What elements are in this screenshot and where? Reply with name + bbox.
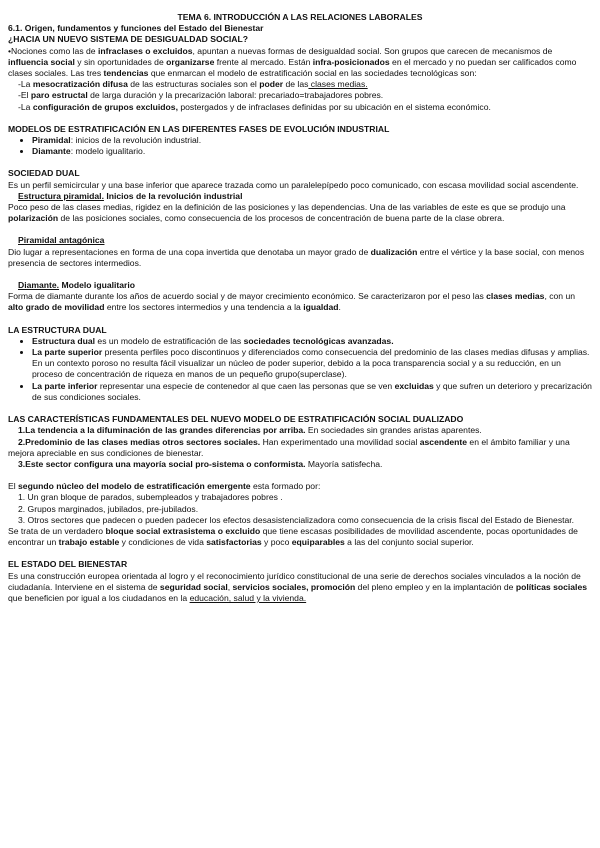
- intro-paragraph: •Nociones como las de infraclases o excluidos, apuntan a nuevas formas de desigualdad social. Son grupos que carecen de mecanismos de influencia social y sin oportunidades de organizarse frente al mercado. Están infra-posicionados en el mercado y no puedan ser calificados como clases sociales. Las tres tendencias que enmarcan el modelo de estratificación social en las sociedades tecnológicas son:: [8, 45, 577, 79]
- nucleo-paragraph: Se trata de un verdadero bloque social extrasistema o excluido que tiene escasas posibilidades de movilidad ascendente, pocas oportunidades de encontrar un trabajo estable y condiciones de vida satisfactorias y poco equiparables a las del conjunto social superior.: [8, 525, 578, 548]
- antagonica-text: Dio lugar a representaciones en forma de una copa invertida que denotaba un mayor grado de dualización entre el vértice y la base social, con menos presencia de sectores intermedios.: [8, 246, 585, 268]
- nucleo-item: 3. Otros sectores que padecen o pueden padecer los efectos desasistencializadora como consecuencia de la crisis fiscal del Estado de Bienestar.: [18, 514, 575, 525]
- list-item: • La parte inferior representar una especie de contenedor al que caen las personas que se ven excluidas y que sufren un deterioro y precarización de sus condiciones sociales.: [32, 381, 592, 403]
- tendencia-item: -La configuración de grupos excluidos, postergados y de infraclases definidas por su ubicación en el sistema económico.: [18, 101, 491, 112]
- sociedad-dual-text: Es un perfil semicircular y una base inferior que aparece trazada como un paralelepípedo poco comunicado, con escasa movilidad social ascendente.: [8, 179, 579, 190]
- estructura-list: [8, 336, 592, 403]
- tendencia-item: -El paro estructal de larga duración y la precarización laboral: precariado=trabajadores pobres.: [18, 90, 384, 101]
- list-item: • Estructura dual es un modelo de estratificación de las sociedades tecnológicas avanzadas.: [32, 336, 592, 347]
- piramidal-text: Poco peso de las clases medias, rigidez en la definición de las posiciones y las dependencias. Una de las variables de este es que se produjo una polarización de las posiciones sociales, como consecuencia de los procesos de concentración de buena parte de la clase obrera.: [8, 202, 566, 224]
- modelos-heading: MODELOS DE ESTRATIFICACIÓN EN LAS DIFERENTES FASES DE EVOLUCIÓN INDUSTRIAL: [8, 123, 390, 134]
- antagonica-subheading: Piramidal antagónica: [18, 235, 105, 246]
- caracteristica-item: 1.La tendencia a la difuminación de las grandes diferencias por arriba. En sociedades sin grandes aristas aparentes.: [18, 425, 482, 436]
- diamante-text: Forma de diamante durante los años de acuerdo social y de mayor crecimiento económico. Se caracterizaron por el peso las clases medias, con un alto grado de movilidad entre los sectores intermedios y una tendencia a la igualdad.: [8, 291, 576, 313]
- section-heading: 6.1. Origen, fundamentos y funciones del Estado del Bienestar: [8, 23, 264, 34]
- tendencia-item: -La mesocratización difusa de las estructuras sociales son el poder de las clases medias.: [18, 79, 368, 90]
- page-title: TEMA 6. INTRODUCCIÓN A LAS RELACIONES LABORALES: [177, 12, 423, 22]
- caracteristicas-heading: LAS CARACTERÍSTICAS FUNDAMENTALES DEL NUEVO MODELO DE ESTRATIFICACIÓN SOCIAL DUALIZADO: [8, 414, 464, 425]
- caracteristica-item: 2.Predominio de las clases medias otros sectores sociales. Han experimentado una movilidad social ascendente en el ámbito familiar y una mejora apreciable en sus condiciones de bienestar.: [8, 436, 570, 458]
- caracteristica-item: 3.Este sector configura una mayoría social pro-sistema o conformista. Mayoría satisfecha.: [18, 458, 383, 469]
- sociedad-dual-heading: SOCIEDAD DUAL: [8, 168, 80, 179]
- document-page: [8, 0, 592, 604]
- nucleo-item: 2. Grupos marginados, jubilados, pre-jubilados.: [18, 503, 199, 514]
- diamante-subheading: Diamante. Modelo igualitario: [18, 280, 135, 291]
- estructura-dual-heading: LA ESTRUCTURA DUAL: [8, 324, 107, 335]
- nucleo-intro: El segundo núcleo del modelo de estratificación emergente esta formado por:: [8, 481, 321, 492]
- nucleo-item: 1. Un gran bloque de parados, subempleados y trabajadores pobres .: [18, 492, 283, 503]
- estado-heading: EL ESTADO DEL BIENESTAR: [8, 559, 128, 570]
- list-item: • La parte superior presenta perfiles poco discontinuos y diferenciados como consecuencia del predominio de las clases medias difusas y amplias. En un contexto poroso no resulta fácil visualizar un núcleo de poder superior, debido a la poca transparencia social y a su reducción, en un proceso de concentración de riqueza en manos de un pequeño grupo(superclase).: [32, 347, 592, 381]
- question-heading: ¿HACIA UN NUEVO SISTEMA DE DESIGUALDAD SOCIAL?: [8, 34, 248, 45]
- piramidal-subheading: Estructura piramidal. Inicios de la revolución industrial: [18, 190, 243, 201]
- list-item: • Diamante: modelo igualitario.: [32, 146, 592, 157]
- modelos-list: [8, 135, 592, 157]
- list-item: • Piramidal: inicios de la revolución industrial.: [32, 135, 592, 146]
- estado-text: Es una construcción europea orientada al logro y el reconocimiento jurídico constitucional de una serie de derechos sociales vinculados a la noción de ciudadanía. Interviene en el sistema de seguridad social, servicios sociales, promoción del pleno empleo y en la implantación de políticas sociales que beneficien por igual a los ciudadanos en la educación, salud y la vivienda.: [8, 570, 587, 603]
